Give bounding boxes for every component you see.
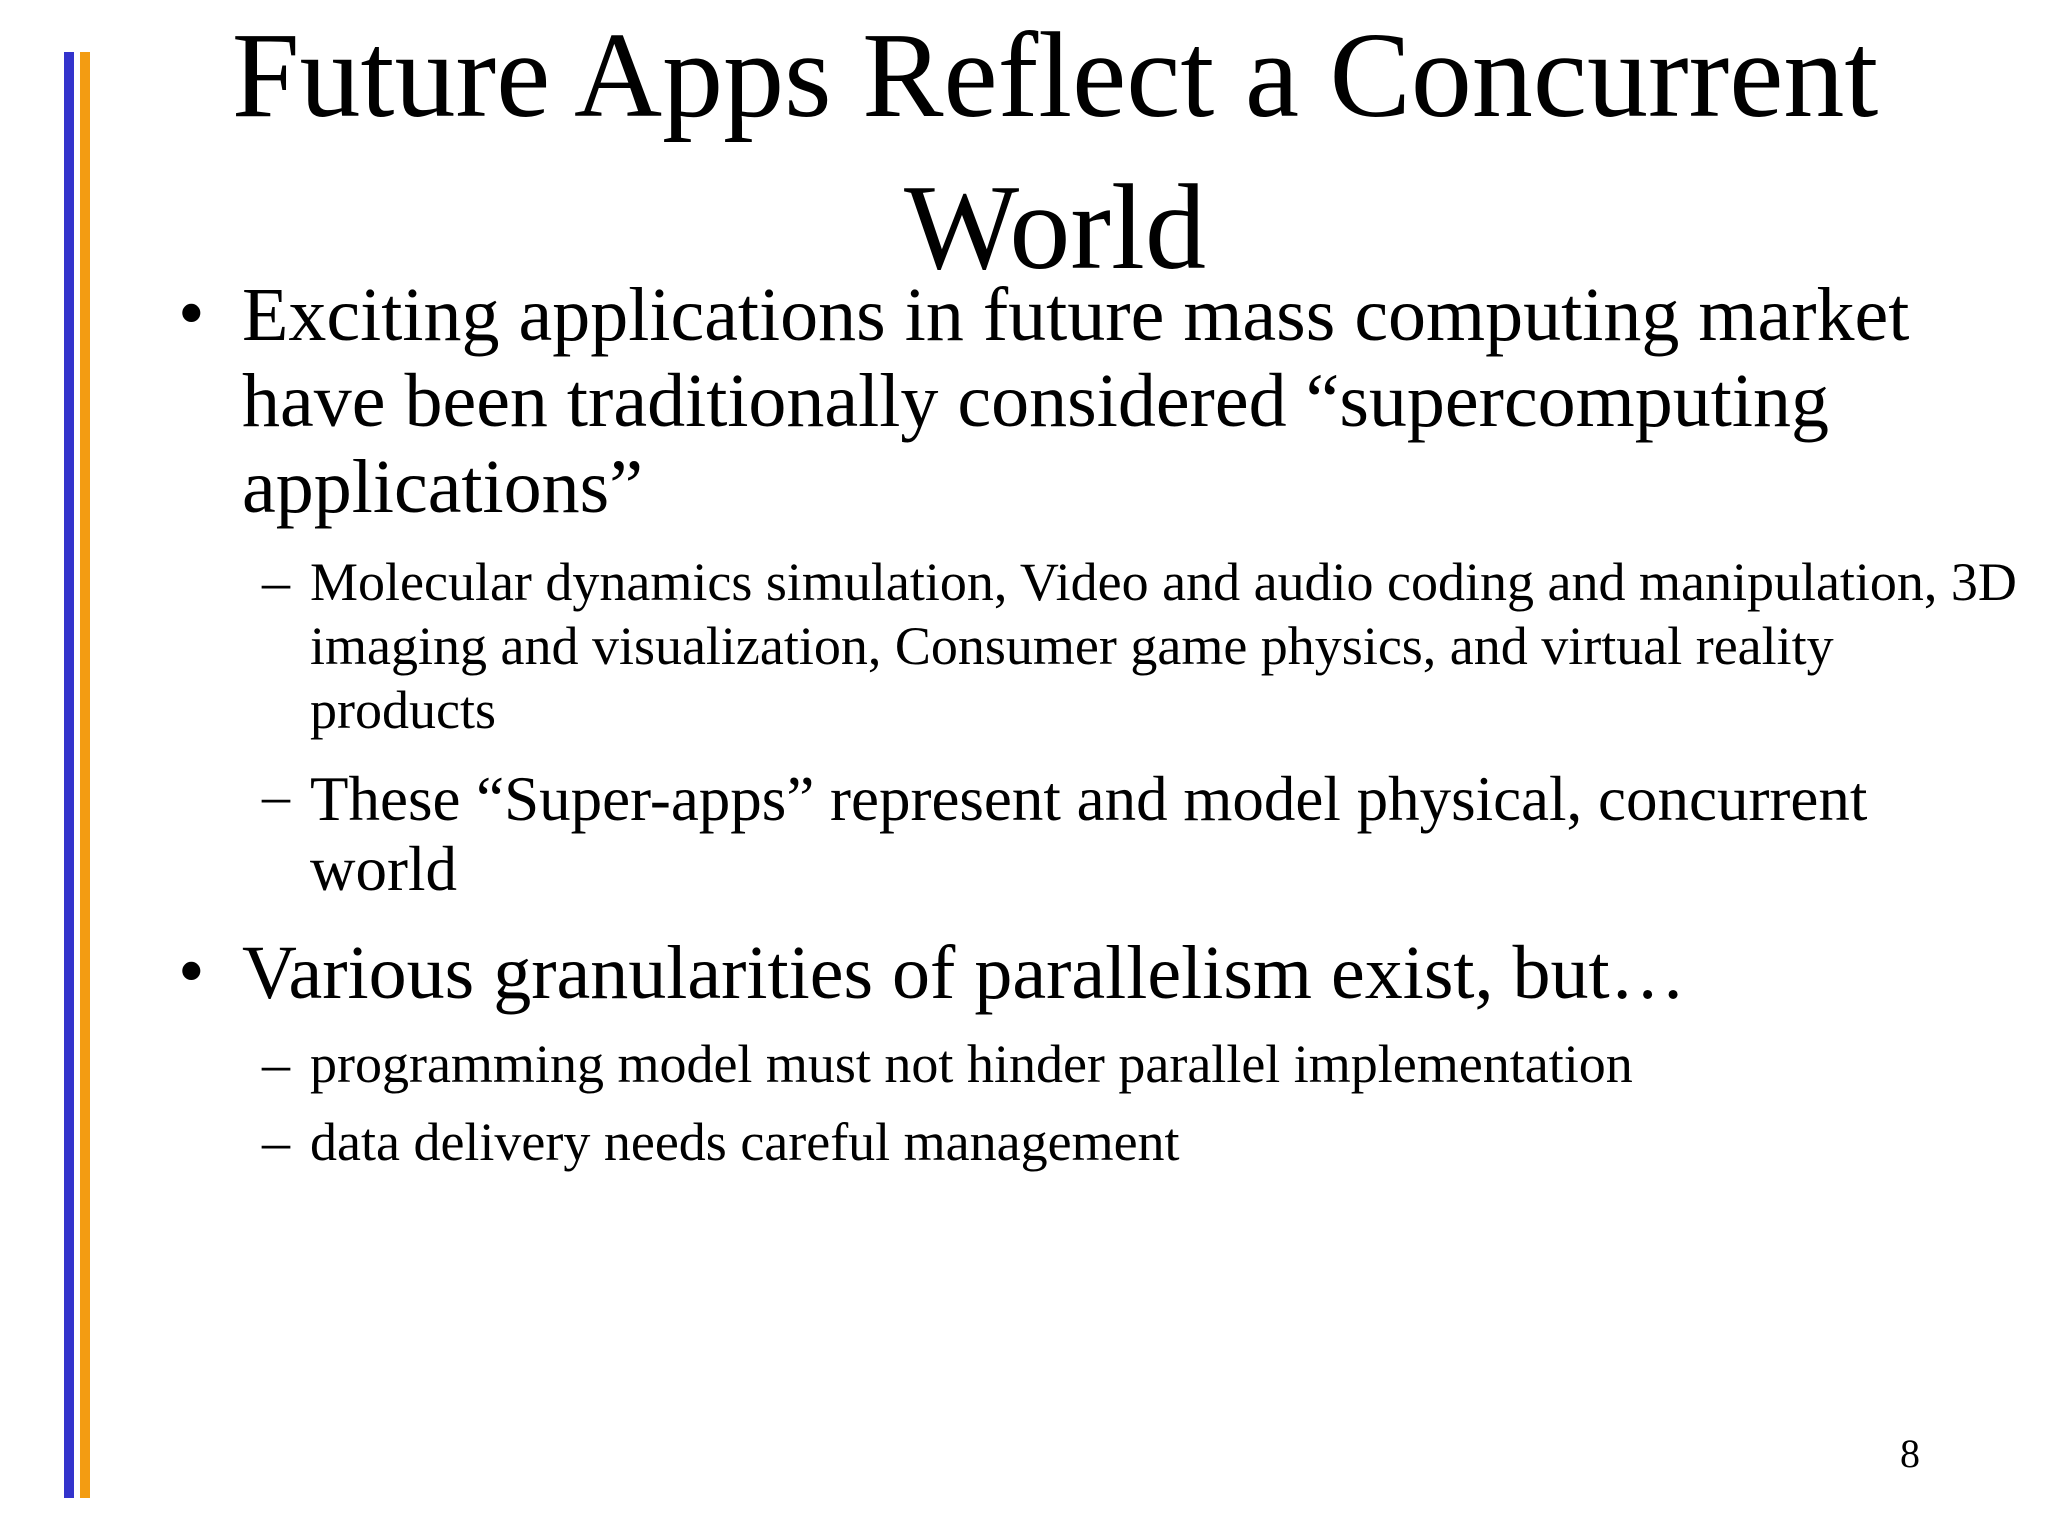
bullet-1-text: Exciting applications in future mass computing market have been traditionally considered “supercomputing applications” [242, 273, 1910, 529]
bullet-2-marker: • [178, 929, 205, 1013]
bullet-2-text: Various granularities of parallelism exist, but… [242, 931, 1686, 1015]
bullet-1-subitem-2-text: These “Super-apps” represent and model physical, concurrent world [310, 764, 1868, 904]
bullet-2-subitem-2-marker: – [262, 1111, 290, 1173]
bullet-2-subitem-1-marker: – [262, 1033, 290, 1095]
page-number: 8 [1900, 1431, 1920, 1476]
bullet-1-subitem-1-marker: – [262, 551, 290, 613]
bullet-1-subitem-2-marker: – [262, 765, 290, 827]
bullet-1-subitem-1-text: Molecular dynamics simulation, Video and audio coding and manipulation, 3D imaging and visualization, Consumer game physics, and virtual reality products [310, 552, 2017, 740]
bullet-2-subitem-2-text: data delivery needs careful management [310, 1112, 1180, 1172]
slide-title: Future Apps Reflect a Concurrent World [231, 8, 1879, 295]
bullet-1-marker: • [178, 271, 205, 355]
bullet-2-subitem-1-text: programming model must not hinder parallel implementation [310, 1034, 1633, 1094]
